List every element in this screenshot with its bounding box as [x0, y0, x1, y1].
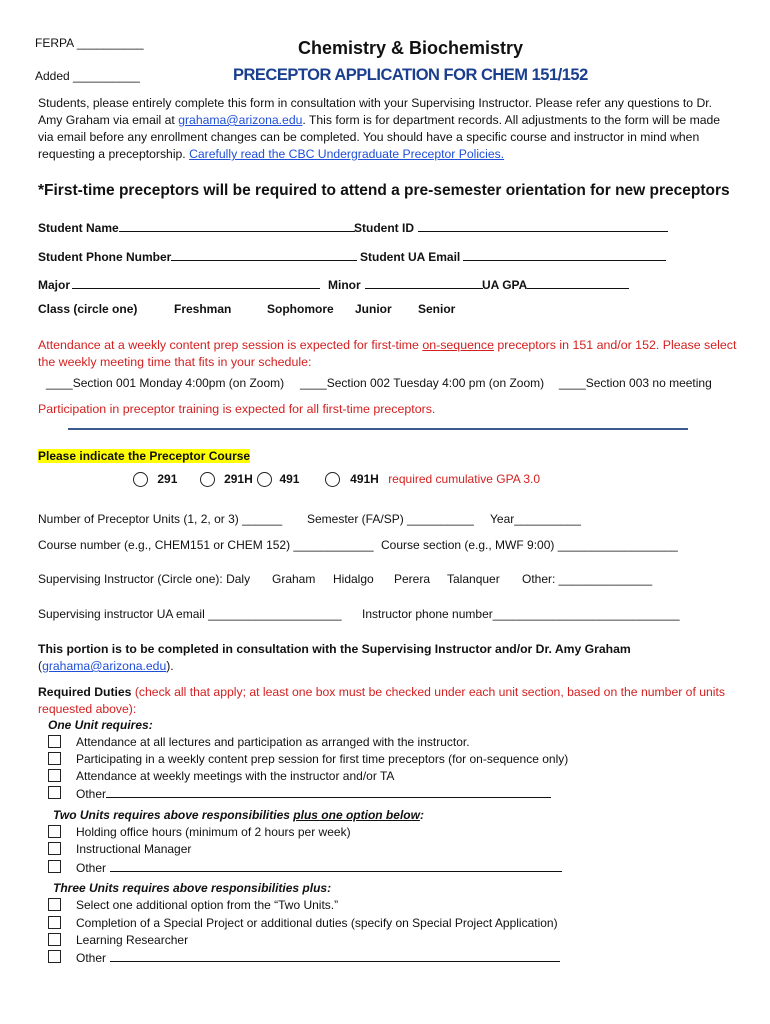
- two-units-title-b: plus one option below: [293, 808, 420, 822]
- year-field[interactable]: Year__________: [490, 512, 581, 526]
- course-number-field[interactable]: Course number (e.g., CHEM151 or CHEM 152) ____________: [38, 538, 374, 552]
- student-id-input[interactable]: [418, 220, 668, 232]
- two-units-title-a: Two Units requires above responsibilities: [53, 808, 294, 822]
- ferpa-label: FERPA: [35, 36, 74, 50]
- radio-291[interactable]: [133, 472, 148, 487]
- three-units-title: Three Units requires above responsibilities plus:: [53, 881, 332, 895]
- major-label: Major: [38, 278, 71, 292]
- instructor-hidalgo[interactable]: Hidalgo: [333, 572, 374, 586]
- checkbox-learning-researcher[interactable]: [48, 933, 61, 946]
- class-sophomore[interactable]: Sophomore: [267, 302, 334, 316]
- added-blank[interactable]: __________: [73, 69, 140, 83]
- ferpa-blank[interactable]: __________: [76, 36, 144, 50]
- student-id-field[interactable]: [354, 220, 668, 235]
- two-unit-other-input[interactable]: [110, 860, 562, 872]
- student-id-label: Student ID: [354, 221, 414, 235]
- checkbox-weekly-meetings[interactable]: [48, 769, 61, 782]
- instructor-graham[interactable]: Graham: [272, 572, 316, 586]
- required-duties-label: Required Duties: [38, 685, 132, 699]
- minor-label: Minor: [328, 278, 361, 292]
- class-junior[interactable]: Junior: [355, 302, 392, 316]
- instructor-phone-field[interactable]: Instructor phone number____________________________: [362, 607, 680, 621]
- department-title: Chemistry & Biochemistry: [298, 38, 524, 58]
- course-heading: Please indicate the Preceptor Course: [38, 449, 251, 463]
- added-label: Added: [35, 69, 70, 83]
- consult-text: This portion is to be completed in consultation with the Supervising Instructor and/or Dr. Amy Graham: [38, 642, 631, 656]
- one-unit-other-input[interactable]: [106, 786, 551, 798]
- policy-link[interactable]: Carefully read the CBC Undergraduate Preceptor Policies.: [189, 147, 505, 161]
- gpa-requirement-note: required cumulative GPA 3.0: [388, 472, 541, 486]
- units-field[interactable]: Number of Preceptor Units (1, 2, or 3) ______: [38, 512, 283, 526]
- required-duties-paragraph: [38, 684, 738, 718]
- major-field[interactable]: [38, 277, 320, 292]
- gpa-label: UA GPA: [482, 278, 528, 292]
- instructor-talanquer[interactable]: Talanquer: [447, 572, 500, 586]
- checkbox-instructional-manager[interactable]: [48, 842, 61, 855]
- duty-learning-researcher: Learning Researcher: [76, 933, 189, 947]
- course-291-label: 291: [157, 472, 178, 486]
- major-input[interactable]: [72, 277, 320, 289]
- checkbox-special-project[interactable]: [48, 916, 61, 929]
- student-phone-field[interactable]: [38, 249, 357, 264]
- course-491-label: 491: [279, 472, 300, 486]
- student-name-label: Student Name: [38, 221, 119, 235]
- instructor-email-field[interactable]: Supervising instructor UA email ____________________: [38, 607, 342, 621]
- student-email-field[interactable]: [360, 249, 666, 264]
- training-note: Participation in preceptor training is expected for all first-time preceptors.: [38, 402, 436, 416]
- on-sequence-text: on-sequence: [422, 338, 494, 352]
- two-units-title-c: :: [419, 808, 424, 822]
- semester-field[interactable]: Semester (FA/SP) __________: [307, 512, 474, 526]
- instructor-perera[interactable]: Perera: [394, 572, 431, 586]
- student-email-label: Student UA Email: [360, 250, 461, 264]
- added-field: [35, 69, 140, 83]
- consult-close: ).: [166, 659, 174, 673]
- one-unit-other-label: Other: [76, 787, 107, 801]
- checkbox-one-unit-other[interactable]: [48, 786, 61, 799]
- student-name-field[interactable]: [38, 220, 355, 235]
- section-002-option[interactable]: ____Section 002 Tuesday 4:00 pm (on Zoom): [300, 376, 545, 390]
- class-senior[interactable]: Senior: [418, 302, 456, 316]
- ferpa-field: [35, 36, 144, 50]
- gpa-field[interactable]: [482, 277, 629, 292]
- form-title: PRECEPTOR APPLICATION FOR CHEM 151/152: [233, 66, 588, 84]
- attendance-paragraph: [38, 337, 738, 371]
- intro-text-2: . This form is for department records. All adjustments to the form will be made via email before any enrollment changes can be completed. You should have a specific course and instructor in mind when requesting a preceptorship.: [38, 113, 721, 161]
- two-unit-other-field: [76, 860, 562, 875]
- course-491h-label: 491H: [350, 472, 379, 486]
- two-unit-other-label: Other: [76, 861, 107, 875]
- required-duties-note: (check all that apply; at least one box must be checked under each unit section, based on the number of units requested above):: [38, 685, 725, 716]
- duty-prep-session: Participating in a weekly content prep session for first time preceptors (for on-sequence only): [76, 752, 569, 766]
- duty-lectures: Attendance at all lectures and participation as arranged with the instructor.: [76, 735, 470, 749]
- radio-491[interactable]: [257, 472, 272, 487]
- student-email-input[interactable]: [463, 249, 666, 261]
- section-001-option[interactable]: ____Section 001 Monday 4:00pm (on Zoom): [46, 376, 285, 390]
- checkbox-office-hours[interactable]: [48, 825, 61, 838]
- radio-491h[interactable]: [325, 472, 340, 487]
- minor-field[interactable]: [328, 277, 483, 292]
- duty-office-hours: Holding office hours (minimum of 2 hours per week): [76, 825, 351, 839]
- three-unit-other-input[interactable]: [110, 950, 560, 962]
- consult-open: (: [38, 659, 43, 673]
- consult-email-link[interactable]: grahama@arizona.edu: [42, 659, 167, 673]
- duty-instructional-manager: Instructional Manager: [76, 842, 192, 856]
- instructor-other[interactable]: Other: ______________: [522, 572, 653, 586]
- checkbox-two-unit-other[interactable]: [48, 860, 61, 873]
- consultation-note: [38, 641, 738, 675]
- course-options: [133, 472, 540, 487]
- one-unit-title: One Unit requires:: [48, 718, 153, 732]
- checkbox-prep-session[interactable]: [48, 752, 61, 765]
- intro-text-1: Students, please entirely complete this form in consultation with your Supervising Instructor. Please refer any questions to Dr. Amy Graham via email at: [38, 96, 713, 127]
- course-section-field[interactable]: Course section (e.g., MWF 9:00) __________________: [381, 538, 678, 552]
- checkbox-three-unit-other[interactable]: [48, 950, 61, 963]
- class-label: Class (circle one): [38, 302, 138, 316]
- course-291h-label: 291H: [224, 472, 253, 486]
- checkbox-lectures[interactable]: [48, 735, 61, 748]
- attendance-text-1: Attendance at a weekly content prep session is expected for first-time: [38, 338, 423, 352]
- duty-weekly-meetings: Attendance at weekly meetings with the instructor and/or TA: [76, 769, 395, 783]
- two-units-title: [53, 808, 424, 822]
- three-unit-other-field: [76, 950, 560, 965]
- duty-special-project: Completion of a Special Project or additional duties (specify on Special Project Application): [76, 916, 558, 930]
- student-phone-label: Student Phone Number: [38, 250, 172, 264]
- intro-paragraph: [38, 95, 738, 163]
- student-name-input[interactable]: [119, 220, 355, 232]
- section-003-option[interactable]: ____Section 003 no meeting: [559, 376, 712, 390]
- duty-additional-option: Select one additional option from the “Two Units.”: [76, 898, 339, 912]
- checkbox-additional-option[interactable]: [48, 898, 61, 911]
- three-unit-other-label: Other: [76, 951, 107, 965]
- instructor-label: Supervising Instructor (Circle one): Daly: [38, 572, 251, 586]
- attendance-text-2: preceptors in 151 and/or 152. Please select the weekly meeting time that fits in your schedule:: [38, 338, 737, 369]
- email-link[interactable]: grahama@arizona.edu: [178, 113, 303, 127]
- radio-291h[interactable]: [200, 472, 215, 487]
- minor-input[interactable]: [365, 277, 483, 289]
- orientation-notice: *First-time preceptors will be required to attend a pre-semester orientation for new preceptors: [38, 182, 730, 199]
- gpa-input[interactable]: [527, 277, 629, 289]
- class-freshman[interactable]: Freshman: [174, 302, 232, 316]
- divider: [68, 428, 688, 430]
- student-phone-input[interactable]: [171, 249, 357, 261]
- one-unit-other-field: [76, 786, 551, 801]
